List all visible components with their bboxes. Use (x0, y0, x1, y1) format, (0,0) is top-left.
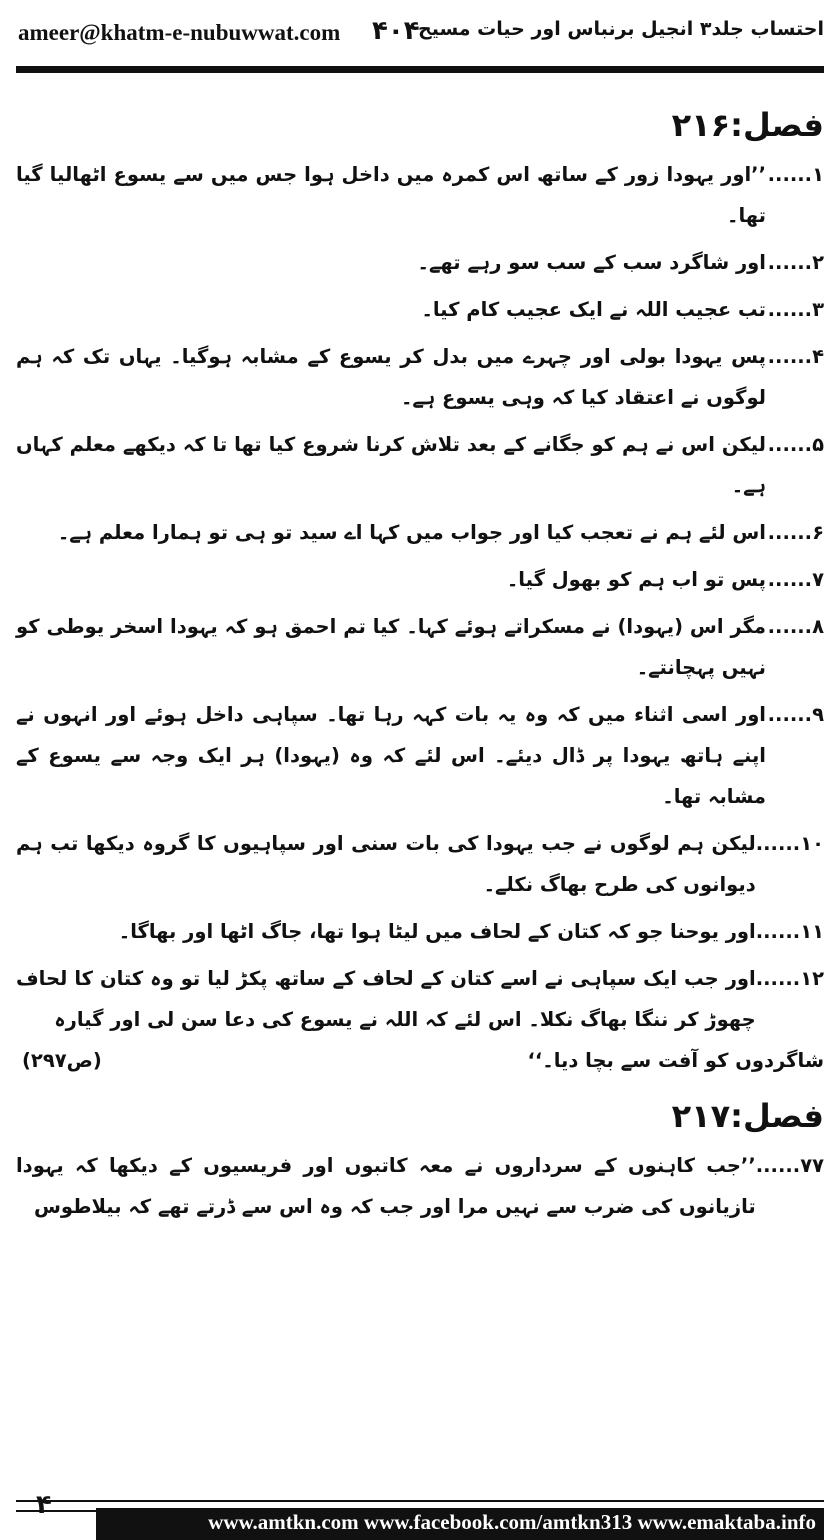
verse-text: اور اسی اثناء میں کہ وہ یہ بات کہہ رہا تھا۔ سپاہی داخل ہوئے اور انہوں نے اپنے ہاتھ یہودا پر ڈال دیئے۔ اس لئے کہ وہ (یہودا) ہر ایک وجہ سے یسوع کے مشابہ تھا۔ (16, 703, 766, 808)
verse-text: ’’جب کاہنوں کے سرداروں نے معہ کاتبوں اور فریسیوں کے دیکھا کہ یہودا تازیانوں کی ضرب سے نہیں مرا اور جب کہ وہ اس سے ڈرتے تھے کہ بیلاطوس (16, 1154, 756, 1218)
footer-urls: www.amtkn.com www.facebook.com/amtkn313 www.emaktaba.info (208, 1510, 816, 1534)
header-book-title: احتساب جلد۳ انجیل برنباس اور حیات مسیح (418, 18, 824, 40)
verse-text: لیکن اس نے ہم کو جگانے کے بعد تلاش کرنا شروع کیا تھا تا کہ دیکھے معلم کہاں ہے۔ (16, 433, 766, 497)
verse-text: تب عجیب اللہ نے ایک عجیب کام کیا۔ (421, 298, 766, 321)
verse-text: پس یہودا بولی اور چہرے میں بدل کر یسوع کے مشابہ ہوگیا۔ یہاں تک کہ ہم لوگوں نے اعتقاد کیا کہ وہی یسوع ہے۔ (16, 345, 766, 409)
header-page-number: ۴۰۴ (372, 16, 420, 46)
verse-5 (16, 424, 824, 506)
verse-7 (16, 559, 824, 600)
verse-6 (16, 512, 824, 553)
closing-text: شاگردوں کو آفت سے بچا دیا۔‘‘ (527, 1049, 824, 1072)
verse-4 (16, 336, 824, 418)
verse-text: اور شاگرد سب کے سب سو رہے تھے۔ (417, 251, 766, 274)
footer-volume-number: ۴ (36, 1490, 52, 1520)
verse-number: ۱۲...... (755, 967, 824, 990)
page-header (0, 0, 840, 74)
verse-number: ۲...... (767, 251, 824, 274)
footer-url-bar (96, 1508, 824, 1540)
page-reference: (ص۲۹۷) (22, 1049, 102, 1072)
verse-2 (16, 242, 824, 283)
verse-text: مگر اس (یہودا) نے مسکراتے ہوئے کہا۔ کیا تم احمق ہو کہ یہودا اسخر یوطی کو نہیں پہچانتے۔ (16, 615, 766, 679)
verse-text: ’’اور یہودا زور کے ساتھ اس کمرہ میں داخل ہوا جس میں سے یسوع اٹھالیا گیا تھا۔ (16, 163, 766, 227)
verse-text: لیکن ہم لوگوں نے جب یہودا کی بات سنی اور سپاہیوں کا گروہ دیکھا تب ہم دیوانوں کی طرح بھاگ نکلے۔ (16, 832, 756, 896)
header-rule (16, 66, 824, 73)
verse-3 (16, 289, 824, 330)
verse-number: ۱...... (767, 163, 824, 186)
verse-number: ۷...... (767, 568, 824, 591)
verse-9 (16, 694, 824, 817)
verse-text: پس تو اب ہم کو بھول گیا۔ (506, 568, 766, 591)
header-email: ameer@khatm-e-nubuwwat.com (18, 20, 341, 45)
verse-number: ۸...... (767, 615, 824, 638)
verse-11 (16, 911, 824, 952)
verse-12 (16, 958, 824, 1040)
verse-12-closing-line (16, 1040, 824, 1081)
verse-text: اور جب ایک سپاہی نے اسے کتان کے لحاف کے ساتھ پکڑ لیا تو وہ کتان کا لحاف چھوڑ کر ننگا بھاگ نکلا۔ اس لئے کہ اللہ نے یسوع کی دعا سن لی اور گیارہ (16, 967, 756, 1031)
verse-number: ۶...... (767, 521, 824, 544)
verse-number: ۵...... (767, 433, 824, 456)
section-title-217: فصل:۲۱۷ (671, 1097, 824, 1135)
page-body (16, 96, 824, 1233)
verse-1 (16, 154, 824, 236)
verse-77 (16, 1145, 824, 1227)
verse-number: ۳...... (767, 298, 824, 321)
section-title-216: فصل:۲۱۶ (671, 106, 824, 144)
verse-number: ۷۷...... (755, 1154, 824, 1177)
verse-text: اور یوحنا جو کہ کتان کے لحاف میں لیٹا ہوا تھا، جاگ اٹھا اور بھاگا۔ (118, 920, 756, 943)
page-footer (16, 1490, 824, 1540)
verse-number: ۱۱...... (755, 920, 824, 943)
verse-text: اس لئے ہم نے تعجب کیا اور جواب میں کہا اے سید تو ہی تو ہمارا معلم ہے۔ (57, 521, 766, 544)
verse-number: ۹...... (767, 703, 824, 726)
verse-10 (16, 823, 824, 905)
verse-number: ۱۰...... (755, 832, 824, 855)
verse-number: ۴...... (767, 345, 824, 368)
verse-8 (16, 606, 824, 688)
